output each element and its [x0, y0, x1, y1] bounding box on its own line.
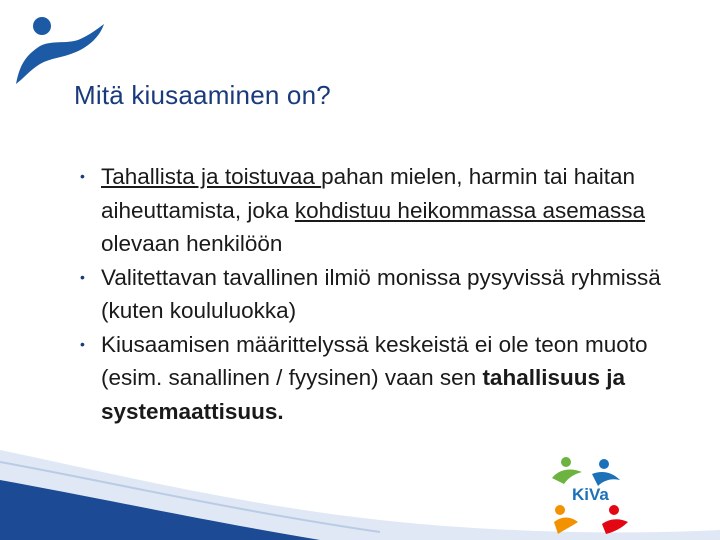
bullet-text-bold: tahallisuus ja systemaattisuus.	[101, 365, 625, 424]
bullet-text: Kiusaamisen määrittelyssä keskeistä ei ole teon muoto (esim. sanallinen / fyysinen) vaan sen	[101, 331, 648, 390]
bullet-marker: •	[80, 268, 85, 285]
bullet-text: pahan mielen, harmin tai haitan aiheuttamista, joka	[101, 164, 636, 223]
bullet-marker: •	[80, 168, 85, 184]
bullet-text: Tahallista ja toistuvaa	[101, 164, 322, 189]
list-item	[74, 160, 674, 261]
kiva-logo-text: KiVa	[572, 485, 609, 504]
bullet-list	[74, 160, 674, 428]
bullet-text: Valitettavan tavallinen ilmiö monissa pysyvissä ryhmissä (kuten koululuokka)	[101, 264, 661, 323]
list-item	[74, 261, 674, 328]
bullet-text: olevaan henkilöön	[101, 231, 283, 256]
bullet-marker: •	[80, 335, 85, 352]
bullet-text: kohdistuu heikommassa asemassa	[294, 197, 646, 223]
kiva-logo	[548, 452, 636, 536]
page-title: Mitä kiusaaminen on?	[74, 80, 331, 110]
list-item	[74, 328, 674, 429]
person-figure-icon	[10, 10, 110, 90]
